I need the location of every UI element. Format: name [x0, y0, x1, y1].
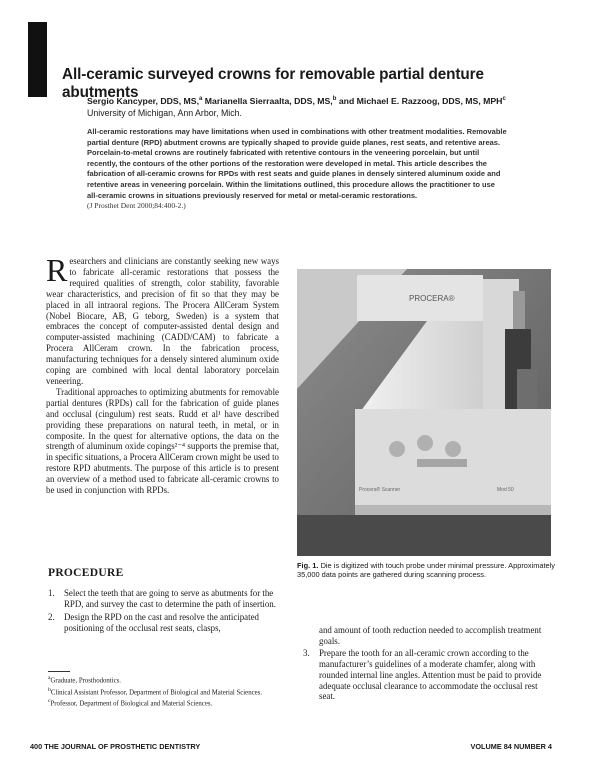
affiliation: University of Michigan, Ann Arbor, Mich.: [87, 108, 242, 118]
page-footer: [30, 742, 550, 751]
step-number: 2.: [48, 611, 55, 622]
procedure-step: [48, 612, 280, 634]
table-surface: [297, 515, 551, 556]
footnote-rule: [48, 671, 70, 672]
author-2-mark: b: [332, 96, 337, 103]
author-1-name: Sergio Kancyper, DDS, MS,: [87, 96, 200, 106]
figure-1-photo: [297, 269, 551, 556]
intro-paragraph-2: Traditional approaches to optimizing abutments for removable partial dentures (RPDs) call for the fabrication of guide planes and occlusal (cingulum) rest seats. Rudd et al¹ have described providing these preparations on natural teeth, in metal, or in composite. In the quest for alternative options, the data on the strength of aluminum oxide copings²⁻⁴ supports the premise that, in specific situations, a Procera AllCeram crown might be used to restore RPD abutments. The purpose of this article is to present an overview of a method used to fabricate all-ceramic crowns to be used in conjunction with RPDs.: [46, 386, 279, 496]
figure-caption-text: Die is digitized with touch probe under minimal pressure. Approximately 35,000 data points are gathered during scanning process.: [297, 561, 555, 580]
figure-1-caption: [297, 561, 555, 580]
footnote-text: Professor, Department of Biological and Material Sciences.: [50, 700, 213, 708]
device-model-badge: Mod 50: [497, 487, 514, 493]
step-number: 3.: [303, 647, 310, 658]
step-text: Prepare the tooth for an all-ceramic crown according to the manufacturer’s guidelines of a moderate chamfer, along with rounded internal line angles. Attention must be paid to provide adequate occlusal clearance to accommodate the occlusal rest seat.: [319, 647, 542, 702]
footnotes: [48, 671, 288, 709]
author-2-name: Marianella Sierraalta, DDS, MS,: [202, 96, 333, 106]
panel-button-3: [445, 441, 461, 457]
panel-button-1: [389, 441, 405, 457]
article-title: All-ceramic surveyed crowns for removable partial denture abutments: [62, 66, 484, 101]
procedure-steps: [48, 588, 280, 636]
footnote-mark: a: [48, 675, 51, 681]
footnote-text: Clinical Assistant Professor, Department of Biological and Material Sciences.: [50, 688, 262, 696]
step-text: Design the RPD on the cast and resolve the anticipated positioning of the occlusal rest seats, clasps,: [64, 611, 259, 633]
footnote: [48, 697, 288, 709]
footnote-mark: c: [48, 698, 51, 705]
abstract-text: All-ceramic restorations may have limitations when used in combinations with other treatment modalities. Removable partial denture (RPD) abutment crowns are typically shaped to provide guide planes, rest seats, and retentive areas. Porcelain-to-metal crowns are routinely fabricated with retentive contours in the veneering porcelain, but until recently, the contours of the other portions of the restoration were developed in metal. This article describes the fabrication of all-ceramic crowns for RPDs with rest seats and guide planes in densely sintered aluminum oxide and retentive areas in veneering porcelain. Within the limitations outlined, this procedure allows the practitioner to use all-ceramic crowns in situations previously reserved for metal or metal-ceramic restorations.: [87, 127, 507, 200]
figure-label: Fig. 1.: [297, 561, 319, 570]
panel-button-2: [417, 435, 433, 451]
citation: (J Prosthet Dent 2000;84:400-2.): [87, 201, 186, 211]
footnote: [48, 674, 288, 686]
abstract-block: [87, 127, 507, 212]
footer-right: VOLUME 84 NUMBER 4: [470, 742, 552, 751]
footnote-text: Graduate, Prosthodontics.: [50, 677, 121, 685]
device-brand-label: PROCERA®: [409, 294, 455, 303]
step-number: 1.: [48, 588, 55, 598]
procedure-heading: PROCEDURE: [48, 567, 124, 579]
author-3-mark: c: [502, 96, 506, 103]
footnote-mark: b: [48, 686, 51, 693]
procedure-step: [303, 648, 555, 703]
step-continuation: and amount of tooth reduction needed to accomplish treatment goals.: [319, 625, 542, 646]
intro-paragraph-1: [46, 252, 279, 387]
drop-cap: R: [46, 252, 68, 288]
base-edge: [355, 505, 551, 515]
intro-paragraph-1-text: esearchers and clinicians are constantly seeking new ways to fabricate all-ceramic restorations that possess the required qualities of strength, color stability, favorable wear characteristics, and precision of fit so that they may be placed in all intraoral regions. The Procera AllCeram System (Nobel Biocare, AB, G teborg, Sweden) is a system that embraces the concept of computer-assisted dental design and computer-assisted machining (CADD/CAM) to fabricate a Procera AllCeram crown. In the fabrication process, manufacturing techniques for a densely sintered aluminum oxide coping are combined with local dental laboratory porcelain veneering.: [46, 256, 279, 386]
procedure-continued: [303, 625, 555, 702]
step-text: Select the teeth that are going to serve as abutments for the RPD, and survey the cast to determine the path of insertion.: [64, 588, 276, 609]
procedure-step: [48, 588, 280, 610]
probe-housing: [513, 291, 525, 331]
footer-left: 400 THE JOURNAL OF PROSTHETIC DENTISTRY: [30, 742, 201, 751]
panel-slot: [417, 459, 467, 467]
device-badge: Procera® Scanner: [359, 487, 401, 493]
author-1-mark: a: [199, 96, 203, 103]
author-line: [87, 96, 567, 106]
intro-column: [46, 252, 279, 496]
page-edge-tab: [28, 22, 47, 97]
footnote: [48, 686, 288, 698]
author-3-name: and Michael E. Razzoog, DDS, MS, MPH: [336, 96, 503, 106]
